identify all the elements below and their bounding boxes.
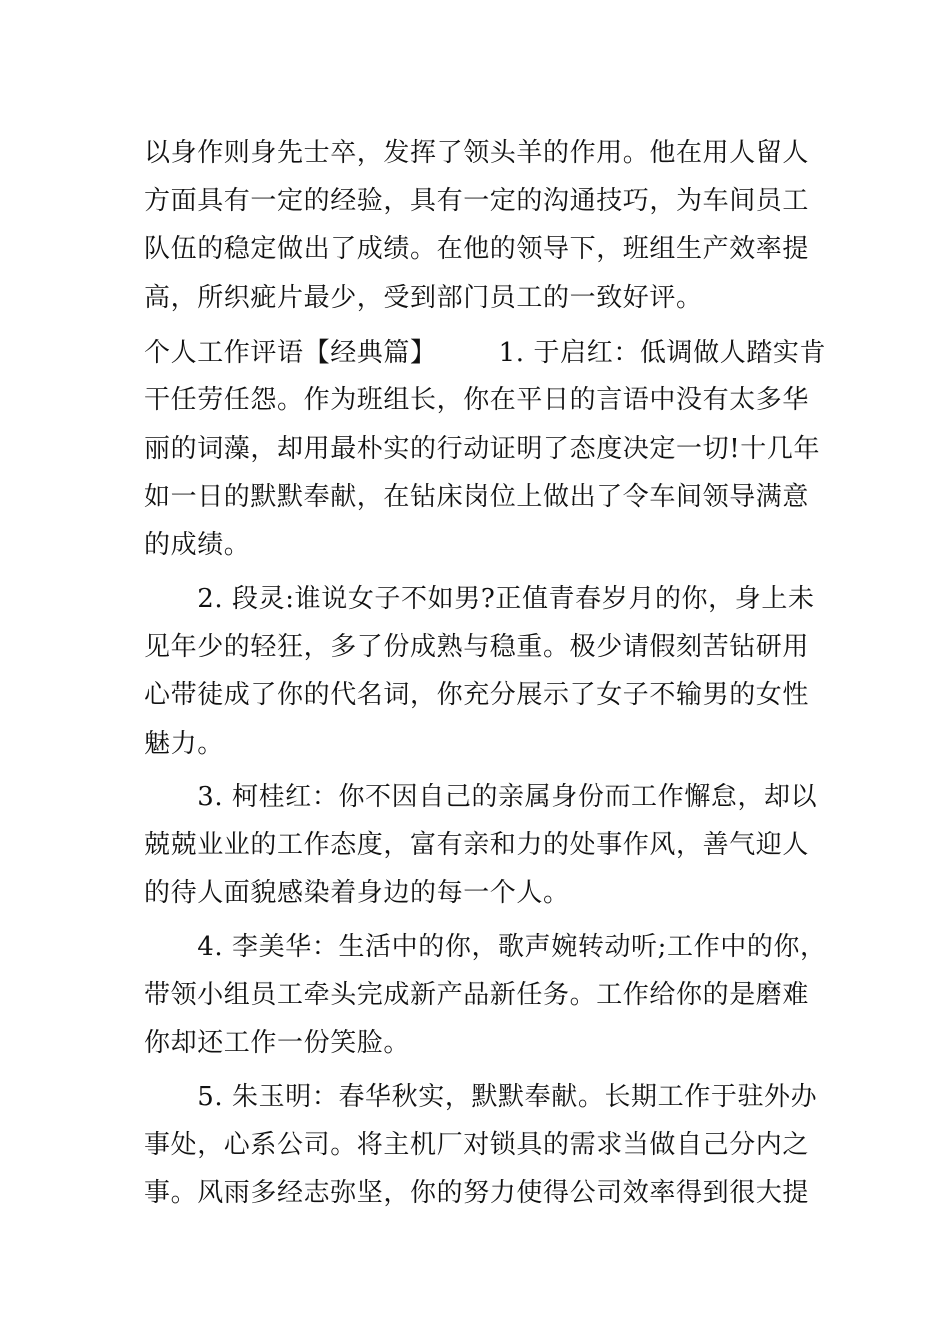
text-line: 干任劳任怨。作为班组长，你在平日的言语中没有太多华 [144, 385, 810, 415]
text-line: 以身作则身先士卒，发挥了领头羊的作用。他在用人留人 [144, 138, 810, 168]
text-line: 事处，心系公司。将主机厂对锁具的需求当做自己分内之 [144, 1130, 810, 1160]
text-line: 队伍的稳定做出了成绩。在他的领导下，班组生产效率提 [144, 234, 810, 264]
text-line: 3. 柯桂红：你不因自己的亲属身份而工作懈怠，却以 [144, 782, 818, 812]
text-line: 魅力。 [144, 729, 224, 759]
text-line: 的成绩。 [144, 530, 251, 560]
text-line: 方面具有一定的经验，具有一定的沟通技巧，为车间员工 [144, 186, 810, 216]
text-line: 的待人面貌感染着身边的每一个人。 [144, 878, 570, 908]
text-line: 事。风雨多经志弥坚，你的努力使得公司效率得到很大提 [144, 1178, 810, 1208]
text-line: 2. 段灵:谁说女子不如男?正值青春岁月的你，身上未 [144, 584, 815, 614]
section-heading-line: 个人工作评语【经典篇】 1. 于启红：低调做人踏实肯 [144, 338, 827, 368]
text-line: 高，所织疵片最少，受到部门员工的一致好评。 [144, 283, 703, 313]
text-line: 带领小组员工牵头完成新产品新任务。工作给你的是磨难 [144, 980, 810, 1010]
text-line: 5. 朱玉明：春华秋实，默默奉献。长期工作于驻外办 [144, 1082, 818, 1112]
text-line: 丽的词藻，却用最朴实的行动证明了态度决定一切!十几年 [144, 434, 821, 464]
text-line: 兢兢业业的工作态度，富有亲和力的处事作风，善气迎人 [144, 830, 810, 860]
text-line: 如一日的默默奉献，在钻床岗位上做出了令车间领导满意 [144, 482, 810, 512]
text-line: 你却还工作一份笑脸。 [144, 1028, 411, 1058]
text-line: 4. 李美华：生活中的你，歌声婉转动听;工作中的你， [144, 932, 827, 962]
text-line: 见年少的轻狂，多了份成熟与稳重。极少请假刻苦钻研用 [144, 632, 810, 662]
text-line: 心带徒成了你的代名词，你充分展示了女子不输男的女性 [144, 680, 810, 710]
